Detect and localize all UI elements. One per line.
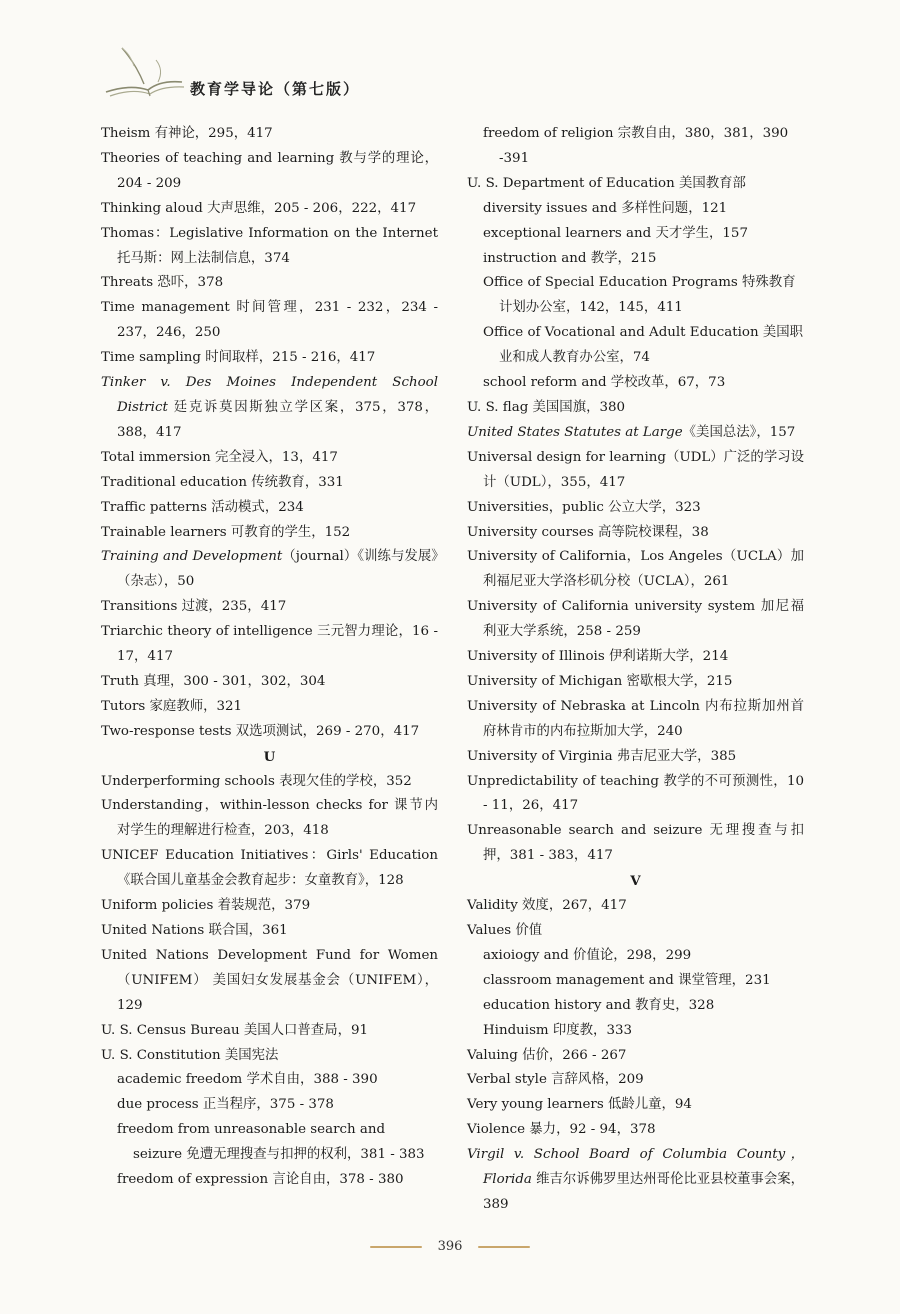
- index-entry: [467, 1044, 804, 1069]
- entry-text: classroom management and 课堂管理，231: [483, 972, 771, 988]
- entry-text: Thomas：Legislative Information on the Internet 托马斯：网上法制信息，374: [101, 225, 438, 266]
- index-entry: [101, 620, 438, 670]
- entry-text: freedom of expression 言论自由，378 - 380: [117, 1172, 404, 1188]
- index-entry: [101, 595, 438, 620]
- entry-italic-title: Tinker v. Des Moines Independent School District: [101, 375, 438, 415]
- entry-text: Validity 效度，267，417: [467, 898, 627, 914]
- entry-text: Understanding，within-lesson checks for 课节内对学生的理解进行检查，203，418: [101, 798, 438, 839]
- entry-text: Office of Vocational and Adult Education 美国职业和成人教育办公室，74: [483, 325, 804, 366]
- index-entry: [467, 819, 804, 869]
- page-footer: [0, 1236, 900, 1255]
- page-number: 396: [437, 1239, 463, 1254]
- entry-italic-title: Virgil v. School Board of Columbia County，Florida: [467, 1147, 804, 1188]
- index-entry: [101, 296, 438, 346]
- entry-text: Universities，public 公立大学，323: [467, 499, 701, 515]
- index-entry: [467, 670, 804, 695]
- index-entry: [467, 1093, 804, 1118]
- entry-text: United Nations 联合国，361: [101, 923, 288, 938]
- index-entry: [101, 944, 438, 1019]
- index-entry: [467, 172, 804, 197]
- entry-text: University of California university system 加尼福利亚大学系统，258 - 259: [467, 599, 804, 640]
- entry-text: Time sampling 时间取样，215 - 216，417: [101, 350, 376, 366]
- entry-text: UNICEF Education Initiatives：Girls' Education《联合国儿童基金会教育起步：女童教育》，128: [101, 848, 438, 889]
- entry-text: U: [263, 748, 276, 765]
- entry-text: University of Virginia 弗吉尼亚大学，385: [467, 748, 737, 764]
- entry-text: freedom from unreasonable search and seizure 免遭无理搜查与扣押的权利，381 - 383: [117, 1122, 425, 1163]
- index-entry: [101, 1044, 438, 1069]
- entry-text: Hinduism 印度教，333: [483, 1022, 633, 1038]
- index-subentry: [467, 994, 804, 1019]
- index-entry: [101, 271, 438, 296]
- entry-text: Universal design for learning（UDL）广泛的学习设计（UDL），355，417: [467, 449, 804, 490]
- index-entry: [467, 595, 804, 645]
- index-entry: [467, 695, 804, 745]
- index-entry: [101, 346, 438, 371]
- entry-text: academic freedom 学术自由，388 - 390: [117, 1072, 378, 1088]
- entry-text: Very young learners 低龄儿童，94: [467, 1097, 692, 1113]
- entry-text: United Nations Development Fund for Women（UNIFEM） 美国妇女发展基金会（UNIFEM），129: [101, 947, 438, 1013]
- index-entry: [467, 496, 804, 521]
- entry-text: Verbal style 言辞风格，209: [467, 1072, 644, 1088]
- entry-text: Thinking aloud 大声思维，205 - 206，222，417: [101, 200, 417, 216]
- index-entry: [101, 919, 438, 944]
- entry-text: 廷克诉莫因斯独立学区案，375，378，388，417: [117, 399, 438, 440]
- index-subentry: [467, 271, 804, 321]
- index-entry: [101, 844, 438, 894]
- entry-text: Trainable learners 可教育的学生，152: [101, 524, 351, 540]
- entry-text: Two-response tests 双选项测试，269 - 270，417: [101, 723, 420, 739]
- index-column-right: [467, 122, 804, 1218]
- index-subentry: [467, 122, 804, 172]
- entry-text: Unreasonable search and seizure 无理搜查与扣押，381 - 383，417: [467, 823, 804, 864]
- index-entry: [467, 1143, 804, 1218]
- entry-text: Total immersion 完全浸入，13，417: [101, 449, 338, 465]
- index-entry: [467, 545, 804, 595]
- entry-text: Unpredictability of teaching 教学的不可预测性，10 - 11，26，417: [467, 773, 804, 814]
- entry-text: school reform and 学校改革，67，73: [483, 375, 726, 391]
- index-entry: [101, 670, 438, 695]
- entry-text: axioiogy and 价值论，298，299: [483, 947, 692, 963]
- index-entry: [467, 1068, 804, 1093]
- index-subentry: [467, 944, 804, 969]
- entry-text: Theism 有神论，295，417: [101, 126, 273, 141]
- index-entry: [101, 471, 438, 496]
- index-entry: [467, 645, 804, 670]
- index-entry: [467, 745, 804, 770]
- entry-text: 《美国总法》，157: [682, 424, 796, 440]
- entry-text: diversity issues and 多样性问题，121: [483, 200, 728, 216]
- index-section-letter: [101, 745, 438, 770]
- entry-text: University of Michigan 密歇根大学，215: [467, 673, 733, 689]
- index-entry: [101, 496, 438, 521]
- index-entry: [101, 222, 438, 272]
- index-entry: [101, 147, 438, 197]
- book-title: 教育学导论（第七版）: [190, 80, 361, 98]
- footer-rule-left: [370, 1246, 422, 1248]
- index-entry: [101, 894, 438, 919]
- book-quill-ornament-icon: [100, 40, 190, 102]
- entry-text: University of California，Los Angeles（UCLA）加利福尼亚大学洛杉矶分校（UCLA），261: [467, 549, 804, 590]
- index-entry: [101, 695, 438, 720]
- entry-text: University courses 高等院校课程，38: [467, 524, 709, 540]
- index-entry: [101, 371, 438, 446]
- index-subentry: [101, 1093, 438, 1118]
- entry-text: Traditional education 传统教育，331: [101, 474, 344, 490]
- entry-text: instruction and 教学，215: [483, 250, 657, 266]
- index-subentry: [467, 969, 804, 994]
- entry-text: Underperforming schools 表现欠佳的学校，352: [101, 773, 412, 789]
- entry-text: due process 正当程序，375 - 378: [117, 1097, 334, 1113]
- index-subentry: [467, 247, 804, 272]
- index-entry: [101, 1019, 438, 1044]
- entry-text: U. S. flag 美国国旗，380: [467, 399, 626, 415]
- entry-text: Values 价值: [467, 923, 543, 938]
- entry-text: 维吉尔诉佛罗里达州哥伦比亚县校董事会案，389: [483, 1172, 804, 1212]
- index-entry: [467, 396, 804, 421]
- index-entry: [101, 770, 438, 795]
- index-subentry: [467, 197, 804, 222]
- entry-text: University of Illinois 伊利诺斯大学，214: [467, 649, 729, 665]
- entry-text: （journal）《训练与发展》（杂志），50: [117, 549, 438, 590]
- index-entry: [467, 1118, 804, 1143]
- index-subentry: [101, 1068, 438, 1093]
- entry-text: education history and 教育史，328: [483, 997, 715, 1013]
- index-entry: [467, 919, 804, 944]
- index-entry: [101, 521, 438, 546]
- index-subentry: [467, 222, 804, 247]
- footer-rule-right: [478, 1246, 530, 1248]
- index-entry: [101, 545, 438, 595]
- index-entry: [467, 770, 804, 820]
- entry-text: Tutors 家庭教师，321: [101, 698, 243, 714]
- index-subentry: [101, 1168, 438, 1193]
- entry-text: Traffic patterns 活动模式，234: [101, 499, 304, 515]
- entry-text: Triarchic theory of intelligence 三元智力理论，16 - 17，417: [101, 624, 438, 665]
- entry-text: Transitions 过渡，235，417: [101, 599, 287, 615]
- entry-text: U. S. Constitution 美国宪法: [101, 1047, 279, 1063]
- entry-text: U. S. Census Bureau 美国人口普查局，91: [101, 1022, 369, 1038]
- index-entry: [101, 197, 438, 222]
- entry-italic-title: Training and Development: [101, 549, 283, 565]
- entry-text: exceptional learners and 天才学生，157: [483, 225, 748, 241]
- entry-text: Truth 真理，300 - 301，302，304: [101, 673, 326, 689]
- entry-text: U. S. Department of Education 美国教育部: [467, 175, 746, 191]
- entry-text: Office of Special Education Programs 特殊教育计划办公室，142，145，411: [483, 275, 796, 316]
- index-subentry: [467, 1019, 804, 1044]
- page-header: [100, 40, 800, 110]
- entry-text: University of Nebraska at Lincoln 内布拉斯加州首府林肯市的内布拉斯加大学，240: [467, 698, 804, 739]
- entry-text: freedom of religion 宗教自由，380，381，390 -391: [483, 126, 789, 166]
- index-entry: [101, 720, 438, 745]
- index-subentry: [101, 1118, 438, 1168]
- entry-text: V: [630, 873, 641, 890]
- index-section-letter: [467, 869, 804, 894]
- entry-text: Threats 恐吓，378: [101, 275, 224, 291]
- entry-italic-title: United States Statutes at Large: [467, 424, 683, 440]
- entry-text: Theories of teaching and learning 教与学的理论，204 - 209: [101, 150, 438, 191]
- index-entry: [467, 894, 804, 919]
- entry-text: Time management 时间管理，231 - 232，234 - 237，246，250: [101, 300, 438, 341]
- index-subentry: [467, 371, 804, 396]
- index-entry: [467, 446, 804, 496]
- index-entry: [101, 794, 438, 844]
- index-entry: [467, 521, 804, 546]
- index-column-left: [101, 122, 438, 1193]
- index-entry: [101, 446, 438, 471]
- index-subentry: [467, 321, 804, 371]
- entry-text: Valuing 估价，266 - 267: [467, 1047, 627, 1063]
- index-entry: [101, 122, 438, 147]
- index-entry: [467, 421, 804, 446]
- entry-text: Violence 暴力，92 - 94，378: [467, 1122, 656, 1138]
- entry-text: Uniform policies 着装规范，379: [101, 898, 311, 914]
